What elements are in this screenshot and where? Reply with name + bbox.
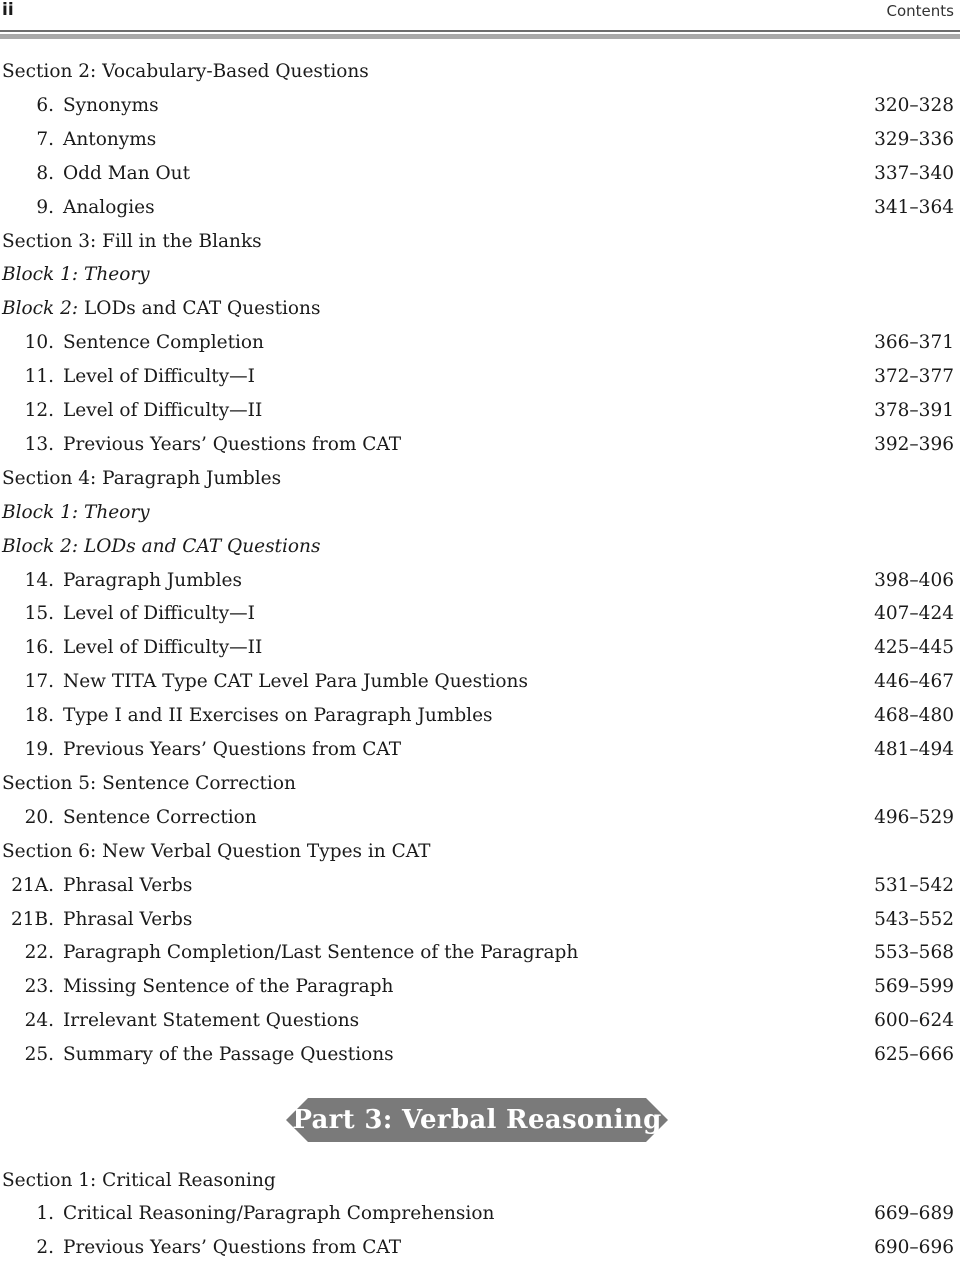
chapter-number: 13. — [24, 433, 54, 455]
chapter-title: Previous Years’ Questions from CAT — [63, 1236, 402, 1258]
page-range: 398–406 — [874, 569, 954, 591]
page-range: 320–328 — [874, 94, 954, 116]
chapter-number: 25. — [24, 1044, 54, 1066]
section-heading — [0, 57, 960, 87]
page-range: 446–467 — [874, 671, 954, 693]
chapter-title: Level of Difficulty—I — [63, 603, 255, 625]
chapter-title: Synonyms — [63, 94, 159, 116]
chapter-title: Critical Reasoning/Paragraph Comprehension — [63, 1203, 495, 1225]
chapter-title: Level of Difficulty—I — [63, 366, 255, 388]
chapter-number: 18. — [24, 705, 54, 727]
chapter-row[interactable] — [0, 972, 960, 1002]
chapter-number: 21B. — [10, 908, 54, 930]
chapter-row[interactable] — [0, 871, 960, 901]
chapter-row[interactable] — [0, 566, 960, 596]
block-heading — [0, 294, 960, 324]
chapter-number: 2. — [36, 1236, 54, 1258]
page-range: 329–336 — [874, 128, 954, 150]
page-range: 553–568 — [874, 942, 954, 964]
chapter-title: Sentence Correction — [63, 806, 257, 828]
page-number: ii — [2, 0, 14, 20]
chapter-row[interactable] — [0, 1233, 960, 1263]
block-heading — [0, 498, 960, 528]
chapter-row[interactable] — [0, 328, 960, 358]
running-head: Contents — [886, 2, 954, 20]
page-range: 378–391 — [874, 400, 954, 421]
chapter-title: Previous Years’ Questions from CAT — [63, 433, 402, 455]
chapter-title: Phrasal Verbs — [63, 908, 193, 930]
chapter-row[interactable] — [0, 430, 960, 460]
block-title-lead: Block 2: — [2, 298, 79, 320]
chapter-number: 10. — [24, 332, 54, 354]
page-range: 341–364 — [874, 196, 954, 218]
chapter-number: 11. — [24, 366, 54, 388]
header-rule-thick — [0, 34, 960, 39]
chapter-row[interactable] — [0, 396, 960, 426]
section-title: Section 4: Paragraph Jumbles — [2, 467, 282, 489]
chapter-title: Paragraph Completion/Last Sentence of the Paragraph — [63, 942, 579, 964]
chapter-number: 24. — [24, 1010, 54, 1032]
section-title: Section 6: New Verbal Question Types in CAT — [2, 840, 431, 862]
section-heading — [0, 464, 960, 494]
chapter-title: Missing Sentence of the Paragraph — [63, 976, 394, 998]
section-heading — [0, 227, 960, 257]
chapter-row[interactable] — [0, 633, 960, 663]
page-range: 337–340 — [874, 162, 954, 184]
chapter-number: 17. — [24, 671, 54, 693]
chapter-row[interactable] — [0, 362, 960, 392]
page-range: 372–377 — [874, 366, 954, 388]
section-heading — [0, 769, 960, 799]
block-title — [2, 294, 320, 324]
chapter-number: 6. — [36, 94, 54, 116]
page-range: 468–480 — [874, 705, 954, 727]
page-range: 625–666 — [874, 1044, 954, 1066]
chapter-title: Analogies — [63, 196, 155, 218]
chapter-title: Antonyms — [63, 128, 157, 150]
chapter-number: 14. — [24, 569, 54, 591]
chapter-row[interactable] — [0, 905, 960, 935]
chapter-title: New TITA Type CAT Level Para Jumble Questions — [63, 671, 528, 693]
chapter-row[interactable] — [0, 735, 960, 765]
chapter-row[interactable] — [0, 1040, 960, 1070]
section-title: Section 3: Fill in the Blanks — [2, 230, 262, 252]
chapter-number: 9. — [36, 196, 54, 218]
chapter-title: Paragraph Jumbles — [63, 569, 242, 591]
part-banner — [286, 1098, 668, 1142]
chapter-row[interactable] — [0, 803, 960, 833]
header-rule-thin — [0, 30, 960, 32]
chapter-row[interactable] — [0, 701, 960, 731]
chapter-number: 1. — [36, 1203, 54, 1225]
chapter-number: 8. — [36, 162, 54, 184]
chapter-number: 12. — [24, 400, 54, 421]
chapter-title: Odd Man Out — [63, 162, 191, 184]
page-range: 569–599 — [874, 976, 954, 998]
chapter-row[interactable] — [0, 1006, 960, 1036]
chapter-row[interactable] — [0, 193, 960, 223]
section-title: Section 2: Vocabulary-Based Questions — [2, 61, 369, 82]
chapter-number: 15. — [24, 603, 54, 625]
page-range: 690–696 — [874, 1236, 954, 1258]
chapter-number: 21A. — [11, 874, 54, 896]
block-title: Block 2: LODs and CAT Questions — [2, 535, 321, 557]
page-range: 531–542 — [874, 874, 954, 896]
page-header — [0, 0, 960, 40]
chapter-title: Irrelevant Statement Questions — [63, 1010, 360, 1032]
chapter-title: Type I and II Exercises on Paragraph Jumbles — [63, 705, 493, 727]
section-heading — [0, 837, 960, 867]
page-range: 669–689 — [874, 1203, 954, 1225]
chapter-row[interactable] — [0, 91, 960, 121]
chapter-title: Level of Difficulty—II — [63, 400, 263, 421]
block-title: Block 1: Theory — [2, 501, 150, 523]
part-banner-title: Part 3: Verbal Reasoning — [292, 1105, 662, 1135]
chapter-row[interactable] — [0, 159, 960, 189]
page-range: 481–494 — [874, 739, 954, 760]
section-title: Section 1: Critical Reasoning — [2, 1170, 276, 1191]
chapter-title: Previous Years’ Questions from CAT — [63, 739, 402, 760]
chapter-row[interactable] — [0, 125, 960, 155]
page-range: 600–624 — [874, 1010, 954, 1032]
page-range: 543–552 — [874, 908, 954, 930]
page-range: 496–529 — [874, 806, 954, 828]
block-heading — [0, 260, 960, 290]
block-title: Block 1: Theory — [2, 264, 150, 286]
chapter-number: 16. — [24, 637, 54, 659]
chapter-row[interactable] — [0, 1199, 960, 1229]
chapter-row[interactable] — [0, 938, 960, 968]
chapter-number: 23. — [24, 976, 54, 998]
page-range: 392–396 — [874, 433, 954, 455]
chapter-row[interactable] — [0, 667, 960, 697]
chapter-title: Summary of the Passage Questions — [63, 1044, 394, 1066]
section-heading — [0, 1166, 960, 1196]
chapter-title: Phrasal Verbs — [63, 874, 193, 896]
chapter-number: 7. — [36, 128, 54, 150]
block-title-rest: LODs and CAT Questions — [78, 298, 321, 320]
block-heading — [0, 532, 960, 562]
page-range: 425–445 — [874, 637, 954, 659]
page-range: 366–371 — [874, 332, 954, 354]
chapter-row[interactable] — [0, 599, 960, 629]
chapter-title: Level of Difficulty—II — [63, 637, 263, 659]
chapter-title: Sentence Completion — [63, 332, 264, 354]
chapter-number: 22. — [24, 942, 54, 964]
page-range: 407–424 — [874, 603, 954, 625]
chapter-number: 19. — [24, 739, 54, 760]
chapter-number: 20. — [24, 806, 54, 828]
section-title: Section 5: Sentence Correction — [2, 772, 296, 794]
